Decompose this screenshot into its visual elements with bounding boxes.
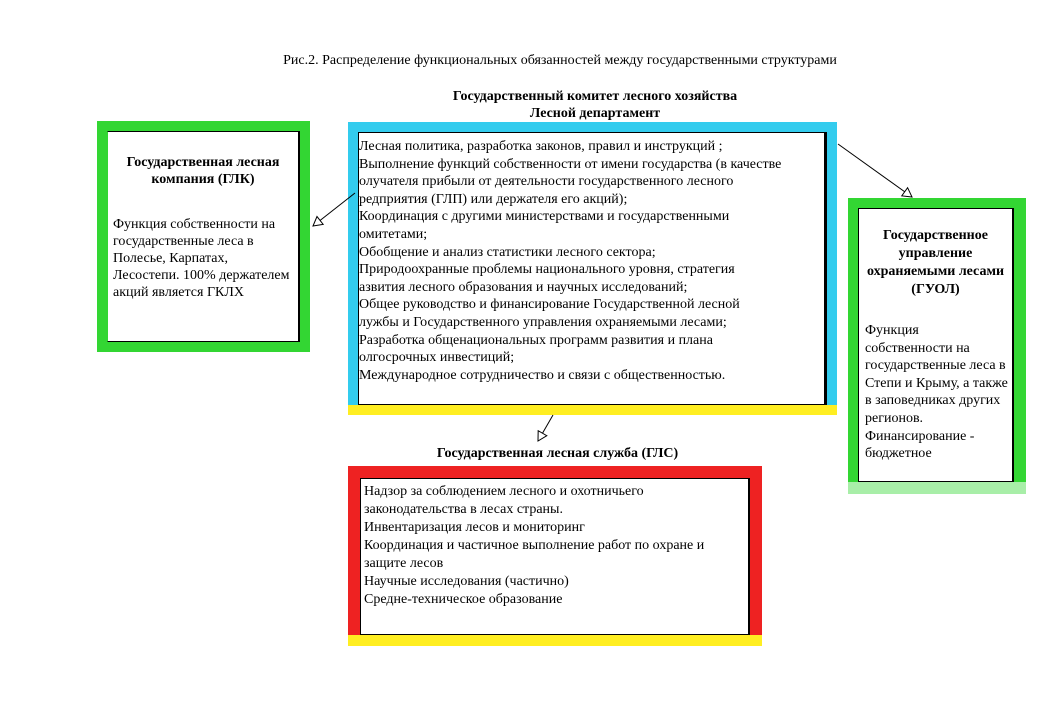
main-line: Выполнение функций собственности от имени государства (в качестве [359,156,782,172]
gls-line: Надзор за соблюдением лесного и охотничьего [364,484,644,499]
main-line: Разработка общенациональных программ развития и плана [359,332,713,348]
main-header-line2: Лесной департамент [529,106,661,121]
guol-text: Функция собственности на государственные леса в Степи и Крыму, а также в заповедниках других регионов. Финансирование - бюджетное [865,323,1008,462]
main-header-line1: Государственный комитет лесного хозяйства [452,89,738,104]
main-line: омитетами; [359,226,428,242]
main-line: Общее руководство и финансирование Государственной лесной [359,297,740,313]
gls-line: Инвентаризация лесов и мониторинг [364,520,585,535]
main-line: Природоохранные проблемы национального уровня, стратегия [359,262,735,278]
main-line: Международное сотрудничество и связи с общественностью. [359,367,726,383]
figure-title: Рис.2. Распределение функциональных обязанностей между государственными структурами [283,53,837,68]
arrow-to-glk [313,193,355,226]
main-line: Координация с другими министерствами и государственными [359,209,730,225]
main-line: Обобщение и анализ статистики лесного сектора; [359,244,656,260]
arrow-to-guol [838,144,912,197]
gls-line: Средне-техническое образование [364,592,563,607]
gls-header: Государственная лесная служба (ГЛС) [436,446,679,461]
main-line: олгосрочных инвестиций; [359,350,515,366]
gls-line: законодательства в лесах страны. [364,502,563,517]
gls-line: Научные исследования (частично) [364,574,569,589]
glk-text: Функция собственности на государственные леса в Полесье, Карпатах, Лесостепи. 100% держателем акций является ГКЛХ [113,217,290,300]
main-line: Лесная политика, разработка законов, правил и инструкций ; [359,139,723,154]
guol-title: Государственное управление охраняемыми лесами (ГУОЛ) [866,228,1005,297]
main-line: олучателя прибыли от деятельности государственного лесного [359,174,734,190]
main-line: лужбы и Государственного управления охраняемыми лесами; [359,314,727,330]
main-line: азвития лесного образования и научных исследований; [359,279,688,295]
gls-line: Координация и частичное выполнение работ по охране и [364,538,705,553]
glk-title: Государственная лесная компания (ГЛК) [126,155,280,187]
arrow-to-gls [538,415,553,441]
gls-line: защите лесов [364,556,444,571]
main-line: редприятия (ГЛП) или держателя его акций); [359,191,628,207]
